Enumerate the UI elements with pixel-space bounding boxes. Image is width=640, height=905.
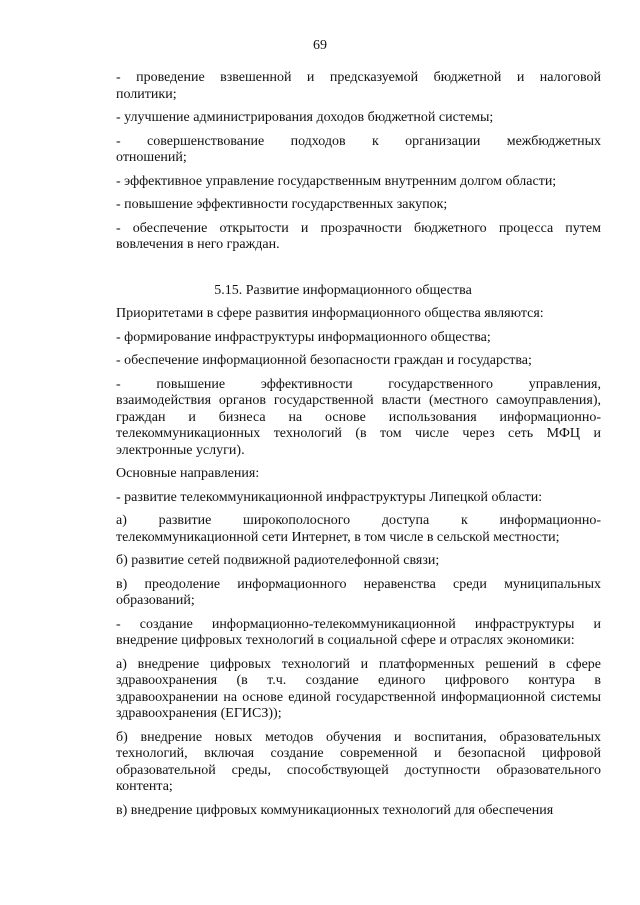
- text-line: Приоритетами в сфере развития информационного общества являются:: [116, 306, 544, 321]
- budget-measure-paragraph: [85, 110, 601, 127]
- text-line: внедрение цифровых технологий в социальной сфере и отраслях экономики:: [116, 633, 575, 648]
- text-line: граждан и бизнеса на основе использования информационно-: [116, 409, 601, 425]
- text-line: вовлечения в него граждан.: [116, 237, 280, 252]
- page-content: [85, 70, 601, 826]
- section-paragraph: [85, 577, 601, 610]
- text-line: телекоммуникационных технологий (в том числе через сеть МФЦ и: [116, 426, 601, 441]
- text-line: взаимодействия органов государственной власти (местного самоуправления),: [116, 393, 601, 408]
- section-paragraph: [85, 553, 601, 570]
- text-line: - обеспечение открытости и прозрачности бюджетного процесса путем: [116, 220, 601, 236]
- section-paragraph: [85, 353, 601, 370]
- text-line: политики;: [116, 86, 177, 102]
- budget-measure-paragraph: [85, 134, 601, 167]
- text-line: образовательной среды, способствующей доступности образовательного: [116, 762, 601, 778]
- text-line: технологий, включая создание современной и безопасной цифровой: [116, 746, 601, 761]
- section-paragraph: [85, 377, 601, 460]
- budget-measure-paragraph: [85, 174, 601, 191]
- text-line: здравоохранения (в т.ч. создание единого цифрового контура в: [116, 673, 601, 688]
- text-line: - развитие телекоммуникационной инфраструктуры Липецкой области:: [116, 489, 543, 505]
- section-body: [85, 306, 601, 819]
- text-line: здравоохранения (ЕГИСЗ));: [116, 706, 282, 721]
- text-line: - повышение эффективности государственного управления,: [116, 376, 601, 392]
- page-number: 69: [313, 38, 327, 53]
- budget-measures-list: [85, 70, 601, 254]
- text-line: Основные направления:: [116, 466, 260, 481]
- section-heading: 5.15. Развитие информационного общества: [214, 282, 472, 298]
- text-line: здравоохранении на основе единой государственной информационной системы: [116, 689, 601, 705]
- text-line: образований;: [116, 593, 195, 608]
- text-line: телекоммуникационной сети Интернет, в том числе в сельской местности;: [116, 529, 560, 545]
- section-paragraph: [85, 657, 601, 723]
- text-line: - эффективное управление государственным внутренним долгом области;: [116, 173, 557, 189]
- text-line: электронные услуги).: [116, 442, 245, 458]
- budget-measure-paragraph: [85, 70, 601, 103]
- text-line: в) внедрение цифровых коммуникационных технологий для обеспечения: [116, 802, 554, 818]
- text-line: контента;: [116, 779, 173, 794]
- text-line: в) преодоление информационного неравенства среди муниципальных: [116, 576, 601, 592]
- text-line: а) внедрение цифровых технологий и платформенных решений в сфере: [116, 656, 601, 672]
- text-line: - формирование инфраструктуры информационного общества;: [116, 329, 491, 345]
- budget-measure-paragraph: [85, 197, 601, 214]
- section-paragraph: [85, 466, 601, 483]
- section-paragraph: [85, 730, 601, 796]
- text-line: - создание информационно-телекоммуникационной инфраструктуры и: [116, 616, 601, 632]
- text-line: б) развитие сетей подвижной радиотелефонной связи;: [116, 553, 440, 568]
- section-paragraph: [85, 617, 601, 650]
- text-line: б) внедрение новых методов обучения и воспитания, образовательных: [116, 729, 601, 745]
- section-paragraph: [85, 490, 601, 507]
- section-paragraph: [85, 330, 601, 347]
- text-line: - проведение взвешенной и предсказуемой бюджетной и налоговой: [116, 70, 601, 85]
- text-line: отношений;: [116, 150, 187, 165]
- section-paragraph: [85, 803, 601, 820]
- budget-measure-paragraph: [85, 221, 601, 254]
- text-line: - повышение эффективности государственных закупок;: [116, 197, 448, 212]
- text-line: а) развитие широкополосного доступа к информационно-: [116, 513, 601, 528]
- section-paragraph: [85, 513, 601, 546]
- text-line: - обеспечение информационной безопасности граждан и государства;: [116, 353, 532, 368]
- text-line: - совершенствование подходов к организации межбюджетных: [116, 133, 601, 149]
- text-line: - улучшение администрирования доходов бюджетной системы;: [116, 110, 494, 125]
- section-paragraph: [85, 306, 601, 323]
